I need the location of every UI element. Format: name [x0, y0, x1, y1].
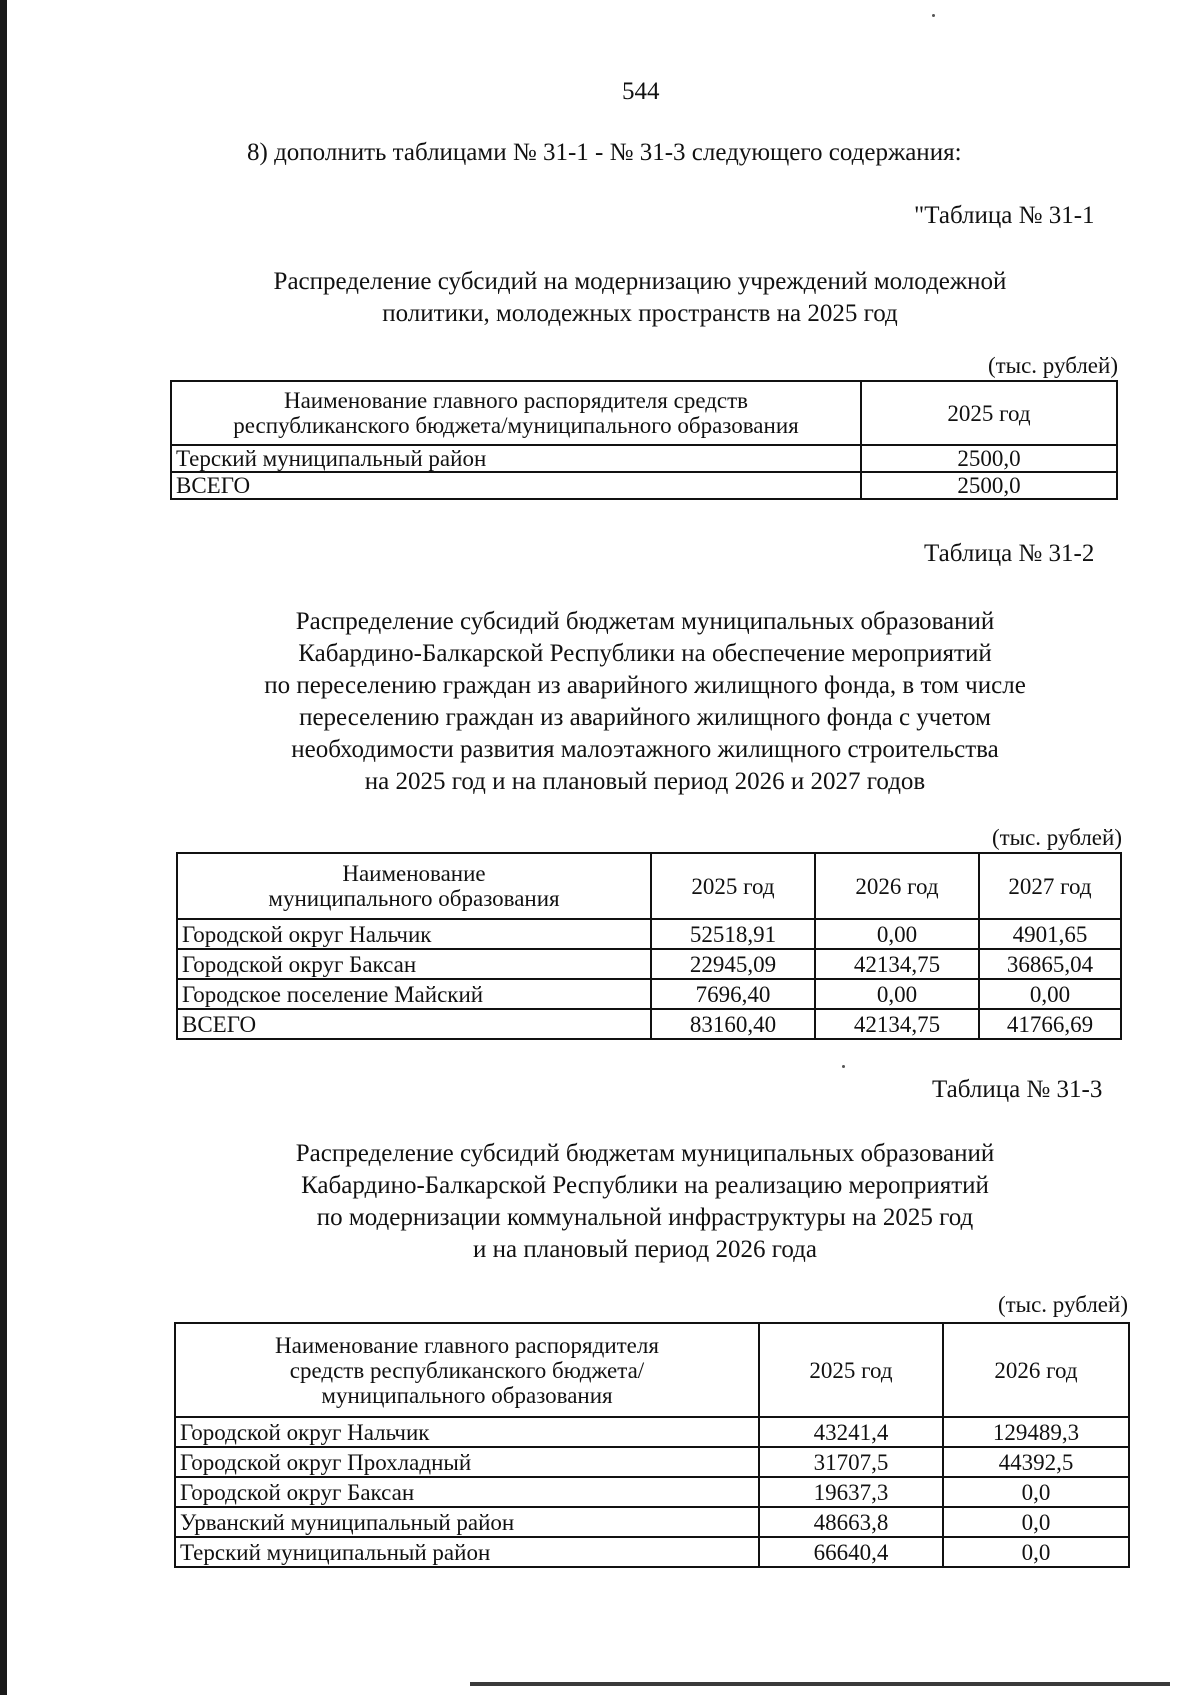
row-name: Городской округ Нальчик: [177, 919, 651, 949]
table2-title-line: переселению граждан из аварийного жилищного фонда с учетом: [299, 704, 991, 731]
cell-value: 0,0: [943, 1507, 1129, 1537]
scan-speck: [932, 14, 935, 17]
table1: [170, 380, 1118, 500]
cell-value: 2500,0: [861, 472, 1117, 499]
cell-value: 31707,5: [759, 1447, 943, 1477]
row-name: Урванский муниципальный район: [175, 1507, 759, 1537]
table-row: [177, 979, 1121, 1009]
table2-label: Таблица № 31-2: [924, 540, 1095, 567]
table3-title: [195, 1138, 1095, 1266]
table2-title-line: на 2025 год и на плановый период 2026 и 2027 годов: [364, 768, 926, 795]
scan-border-left: [0, 0, 7, 1695]
table2-title: [195, 606, 1095, 798]
cell-value: 0,00: [815, 919, 979, 949]
table2-unit: (тыс. рублей): [991, 825, 1122, 850]
cell-value: 22945,09: [651, 949, 815, 979]
table-row: [177, 919, 1121, 949]
row-name: ВСЕГО: [177, 1009, 651, 1039]
table-row: [175, 1507, 1129, 1537]
table1-header-year: 2025 год: [861, 381, 1117, 445]
table3-header-year: 2026 год: [943, 1323, 1129, 1417]
table1-title-line: Распределение субсидий на модернизацию учреждений молодежной: [273, 268, 1007, 295]
cell-value: 0,0: [943, 1477, 1129, 1507]
cell-value: 0,0: [943, 1537, 1129, 1567]
table2-header-year: 2026 год: [815, 853, 979, 919]
table3-header-name: Наименование главного распорядителя средств республиканского бюджета/ муниципального образования: [175, 1323, 759, 1417]
cell-value: 41766,69: [979, 1009, 1121, 1039]
cell-value: 2500,0: [861, 445, 1117, 472]
table1-title: [200, 266, 1080, 330]
table1-title-line: политики, молодежных пространств на 2025 год: [382, 300, 898, 327]
row-name: Терский муниципальный район: [171, 445, 861, 472]
table-row: [171, 445, 1117, 472]
table3-title-line: по модернизации коммунальной инфраструктуры на 2025 год: [316, 1204, 974, 1231]
row-name: Городское поселение Майский: [177, 979, 651, 1009]
table-row: [175, 1477, 1129, 1507]
table1-label: "Таблица № 31-1: [914, 202, 1095, 229]
cell-value: 0,00: [979, 979, 1121, 1009]
table3-unit: (тыс. рублей): [997, 1292, 1128, 1317]
intro-text: 8) дополнить таблицами № 31-1 - № 31-3 следующего содержания:: [247, 139, 962, 166]
cell-value: 44392,5: [943, 1447, 1129, 1477]
table3: [174, 1322, 1130, 1568]
table2-title-line: Распределение субсидий бюджетам муниципальных образований: [295, 608, 995, 635]
cell-value: 19637,3: [759, 1477, 943, 1507]
cell-value: 83160,40: [651, 1009, 815, 1039]
row-name: ВСЕГО: [171, 472, 861, 499]
row-name: Терский муниципальный район: [175, 1537, 759, 1567]
table2-header-year: 2027 год: [979, 853, 1121, 919]
cell-value: 4901,65: [979, 919, 1121, 949]
table-row: [171, 472, 1117, 499]
table1-unit: (тыс. рублей): [987, 353, 1118, 378]
table-row: [175, 1417, 1129, 1447]
table-row: [175, 1447, 1129, 1477]
table2-header-year: 2025 год: [651, 853, 815, 919]
cell-value: 66640,4: [759, 1537, 943, 1567]
cell-value: 0,00: [815, 979, 979, 1009]
table-row: [177, 949, 1121, 979]
table3-title-line: Кабардино-Балкарской Республики на реализацию мероприятий: [301, 1172, 989, 1199]
table2-title-line: необходимости развития малоэтажного жилищного строительства: [291, 736, 999, 763]
row-name: Городской округ Баксан: [175, 1477, 759, 1507]
table2-title-line: Кабардино-Балкарской Республики на обеспечение мероприятий: [298, 640, 992, 667]
table2-title-line: по переселению граждан из аварийного жилищного фонда, в том числе: [264, 672, 1026, 699]
cell-value: 52518,91: [651, 919, 815, 949]
row-name: Городской округ Баксан: [177, 949, 651, 979]
row-name: Городской округ Нальчик: [175, 1417, 759, 1447]
scan-speck: [842, 1065, 845, 1068]
cell-value: 129489,3: [943, 1417, 1129, 1447]
table1-header-name: Наименование главного распорядителя средств республиканского бюджета/муниципального образования: [171, 381, 861, 445]
cell-value: 7696,40: [651, 979, 815, 1009]
cell-value: 36865,04: [979, 949, 1121, 979]
scan-border-bottom: [470, 1682, 1170, 1686]
page-number: 544: [622, 78, 660, 105]
table-row: [175, 1537, 1129, 1567]
table3-header-year: 2025 год: [759, 1323, 943, 1417]
table3-title-line: Распределение субсидий бюджетам муниципальных образований: [295, 1140, 995, 1167]
table3-title-line: и на плановый период 2026 года: [473, 1236, 817, 1263]
cell-value: 42134,75: [815, 949, 979, 979]
table2-header-name: Наименование муниципального образования: [177, 853, 651, 919]
cell-value: 43241,4: [759, 1417, 943, 1447]
table3-label: Таблица № 31-3: [932, 1076, 1103, 1103]
table2: [176, 852, 1122, 1040]
row-name: Городской округ Прохладный: [175, 1447, 759, 1477]
cell-value: 42134,75: [815, 1009, 979, 1039]
table-row: [177, 1009, 1121, 1039]
cell-value: 48663,8: [759, 1507, 943, 1537]
